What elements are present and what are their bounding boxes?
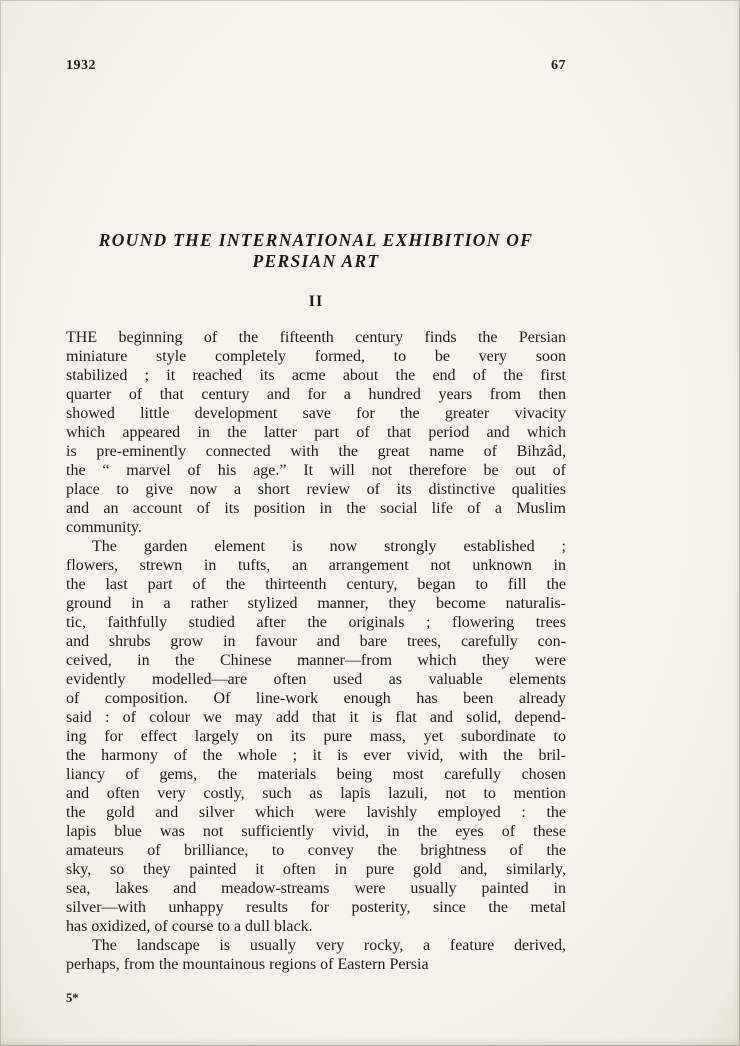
article-title-line2: PERSIAN ART [252,251,380,271]
text-line: evidently modelled—are often used as valuable elements [66,671,566,688]
text-line: sky, so they painted it often in pure gold and, similarly, [66,861,566,878]
text-line: ground in a rather stylized manner, they become naturalis- [66,595,566,612]
text-line: quarter of that century and for a hundred years from then [66,386,566,403]
text-line: and an account of its position in the social life of a Muslim [66,500,566,517]
text-line: ceived, in the Chinese manner—from which they were [66,652,566,669]
text-line: the last part of the thirteenth century, began to fill the [66,576,566,593]
text-line: is pre-eminently connected with the great name of Bihzâd, [66,443,566,460]
text-line: has oxidized, of course to a dull black. [66,918,313,935]
text-line: and often very costly, such as lapis lazuli, not to mention [66,785,566,802]
article-title [66,230,566,272]
paragraph [66,936,566,974]
article-title-line1: ROUND THE INTERNATIONAL EXHIBITION OF [98,230,534,250]
text-line: which appeared in the latter part of that period and which [66,424,566,441]
text-line: liancy of gems, the materials being most carefully chosen [66,766,566,783]
text-line: community. [66,519,142,536]
text-line: The landscape is usually very rocky, a feature derived, [92,937,566,954]
header-year: 1932 [66,58,96,73]
text-line: THE beginning of the fifteenth century finds the Persian [66,329,566,346]
text-line: place to give now a short review of its distinctive qualities [66,481,566,498]
text-line: miniature style completely formed, to be very soon [66,348,566,365]
section-number: II [308,293,324,310]
text-line: sea, lakes and meadow-streams were usually painted in [66,880,566,897]
text-line: lapis blue was not sufficiently vivid, in the eyes of these [66,823,566,840]
running-head [66,58,566,74]
text-line: perhaps, from the mountainous regions of Eastern Persia [66,956,429,973]
printer-signature-mark: 5* [66,991,79,1005]
header-page-number: 67 [551,58,566,73]
text-line: of composition. Of line-work enough has been already [66,690,566,707]
text-line: the “ marvel of his age.” It will not therefore be out of [66,462,566,479]
text-line: and shrubs grow in favour and bare trees, carefully con- [66,633,566,650]
text-line: flowers, strewn in tufts, an arrangement not unknown in [66,557,566,574]
text-line: the harmony of the whole ; it is ever vivid, with the bril- [66,747,566,764]
text-line: said : of colour we may add that it is flat and solid, depend- [66,709,566,726]
text-column [66,0,566,1006]
text-line: The garden element is now strongly established ; [92,538,566,555]
text-line: amateurs of brilliance, to convey the brightness of the [66,842,566,859]
text-line: stabilized ; it reached its acme about the end of the first [66,367,566,384]
paragraph [66,328,566,537]
text-line: the gold and silver which were lavishly employed : the [66,804,566,821]
text-line: showed little development save for the greater vivacity [66,405,566,422]
paragraph [66,537,566,936]
text-line: ing for effect largely on its pure mass, yet subordinate to [66,728,566,745]
text-line: silver—with unhappy results for posterity, since the metal [66,899,566,916]
text-line: tic, faithfully studied after the originals ; flowering trees [66,614,566,631]
body-paragraphs [66,328,566,974]
